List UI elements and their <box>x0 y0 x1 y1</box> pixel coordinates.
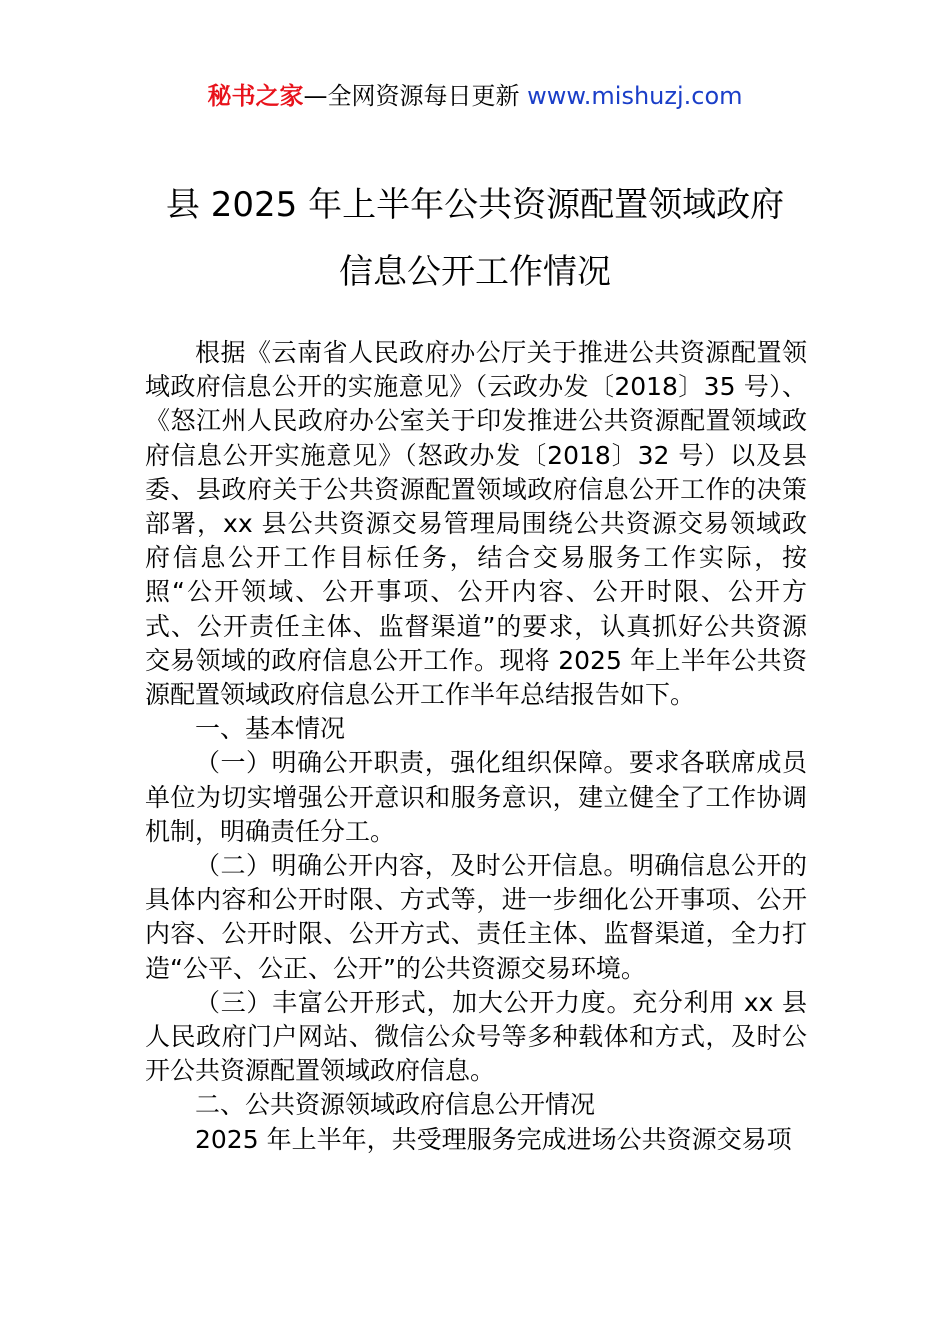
paragraph-section-2: 2025 年上半年，共受理服务完成进场公共资源交易项 <box>195 1124 792 1154</box>
intro-paragraph: 根据《云南省人民政府办公厅关于推进公共资源配置领域政府信息公开的实施意见》（云政办发〔2018〕35 号）、《怒江州人民政府办公室关于印发推进公共资源配置领域政府信息公开实施意见》（怒政办发〔2018〕32 号）以及县委、县政府关于公共资源配置领域政府信息公开工作的决策部署，xx 县公共资源交易管理局围绕公共资源交易领域政府信息公开工作目标任务，结合交易服务工作实际，按照“公开领域、公开事项、公开内容、公开时限、公开方式、公开责任主体、监督渠道”的要求，认真抓好公共资源交易领域的政府信息公开工作。现将 2025 年上半年公共资源配置领域政府信息公开工作半年总结报告如下。 <box>145 338 807 710</box>
paragraph-item-3: （三）丰富公开形式，加大公开力度。充分利用 xx 县人民政府门户网站、微信公众号等多种载体和方式，及时公开公共资源配置领域政府信息。 <box>145 987 807 1086</box>
document-title-line-2: 信息公开工作情况 <box>339 252 611 292</box>
brand-name: 秘书之家 <box>207 82 304 110</box>
paragraph-item-1: （一）明确公开职责，强化组织保障。要求各联席成员单位为切实增强公开意识和服务意识，建立健全了工作协调机制，明确责任分工。 <box>145 748 807 846</box>
document-body <box>145 336 807 1157</box>
paragraph-item-2: （二）明确公开内容，及时公开信息。明确信息公开的具体内容和公开时限、方式等，进一步细化公开事项、公开内容、公开时限、公开方式、责任主体、监督渠道，全力打造“公平、公正、公开”的公共资源交易环境。 <box>145 851 807 983</box>
header-tagline: —全网资源每日更新 <box>303 82 520 110</box>
section-heading-1: 一、基本情况 <box>195 714 346 744</box>
site-header <box>0 78 950 114</box>
document-title-line-1: 县 2025 年上半年公共资源配置领域政府 <box>165 185 785 225</box>
section-heading-2: 二、公共资源领域政府信息公开情况 <box>195 1090 596 1120</box>
site-url-link[interactable]: www.mishuzj.com <box>527 82 743 110</box>
